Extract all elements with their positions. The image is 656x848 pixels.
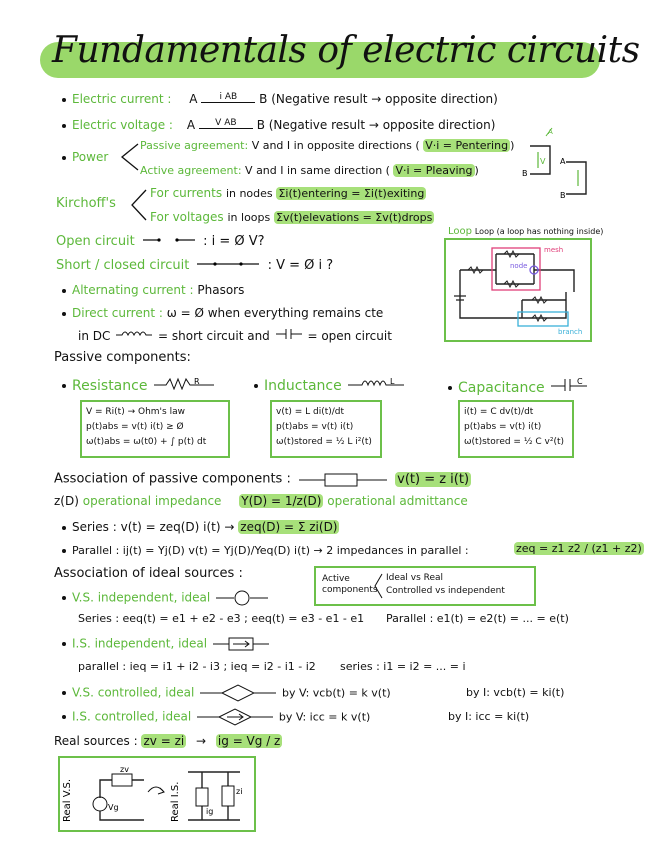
kirchoff-currents-label: For currents (150, 186, 223, 200)
parallel-highlight: zeq = z1 z2 / (z1 + z2) (516, 542, 642, 555)
resistance-box (80, 400, 230, 458)
cap-formula-2: p(t)abs = v(t) i(t) (464, 422, 542, 432)
svg-text:C: C (577, 377, 583, 386)
power-label: Power (72, 150, 109, 164)
assoc-passive-highlight: v(t) = z i(t) (397, 471, 470, 487)
svg-text:L: L (390, 377, 395, 386)
bullet (62, 156, 66, 160)
capacitance-box (458, 400, 574, 458)
current-arrow: i AB (201, 92, 255, 103)
real-sources-diagram (60, 758, 254, 830)
series-eq: v(t) = zeq(D) i(t) → (120, 520, 235, 534)
ind-formula-2: p(t)abs = v(t) i(t) (276, 422, 354, 432)
is-ctrl-by-i: by I: icc = ki(t) (448, 710, 530, 723)
active-brace-icon (372, 572, 384, 600)
current-source-icon (211, 636, 271, 652)
op-impedance-label: operational impedance (82, 494, 222, 508)
cap-formula-3: ω(t)stored = ½ C v²(t) (464, 437, 565, 447)
bullet (62, 642, 66, 646)
series-label: Series : (72, 520, 117, 534)
kirchoff-voltages-text: in loops (227, 211, 271, 224)
cap-formula-1: i(t) = C dv(t)/dt (464, 407, 534, 417)
bullet (62, 312, 66, 316)
res-formula-3: ω(t)abs = ω(t0) + ∫ p(t) dt (86, 437, 207, 447)
capacitor-symbol-icon (549, 376, 589, 392)
current-label: Electric current : (72, 92, 172, 106)
resistance-line (62, 376, 216, 394)
open-circuit-eq: : i = Ø V? (203, 234, 265, 249)
inductance-label: Inductance (264, 378, 342, 394)
bullet (62, 98, 66, 102)
passive-heading: Passive components: (54, 350, 191, 365)
controlled-current-source-icon (195, 708, 275, 726)
inductance-line (254, 376, 406, 394)
inductor-symbol-icon (346, 376, 406, 390)
power-passive-label: Passive agreement: (140, 139, 249, 152)
capacitance-label: Capacitance (458, 380, 545, 396)
short-circuit-symbol (193, 258, 263, 273)
current-line: Electric current : A i AB B (Negative result → opposite direction) (62, 92, 498, 107)
assoc-ideal-heading: Association of ideal sources : (54, 566, 243, 581)
svg-text:B: B (560, 191, 566, 200)
vs-series-eq: Series : eeq(t) = e1 + e2 - e3 ; eeq(t) = e3 - e1 - e1 (78, 612, 365, 625)
real-vs-label: Real V.S. (62, 779, 73, 822)
kirchoff-voltages-label: For voltages (150, 210, 224, 224)
open-circuit-line (56, 234, 265, 249)
ac-label: Alternating current : (72, 283, 194, 297)
impedance-block-icon (295, 470, 391, 488)
current-note: B (Negative result → opposite direction) (259, 92, 498, 106)
controlled-voltage-source-icon (198, 684, 278, 702)
dc-text: ω = Ø when everything remains cte (166, 306, 384, 320)
page-title: Fundamentals of electric circuits (52, 30, 640, 71)
real-sources-highlight-2: ig = Vg / z (217, 734, 281, 748)
svg-text:A: A (548, 128, 553, 136)
series-line (62, 520, 339, 534)
components-label: components (322, 585, 378, 595)
voltage-source-icon (214, 590, 270, 606)
vs-indep-label: V.S. independent, ideal (72, 590, 211, 605)
vg-label: Vg (108, 803, 119, 812)
bullet (62, 549, 66, 553)
power-line (62, 150, 108, 164)
kirchoff-voltages-line (150, 210, 434, 224)
is-indep-line (62, 636, 271, 652)
bullet (62, 715, 66, 719)
loop-diagram-box (444, 238, 592, 342)
impedance-line (54, 494, 468, 508)
bullet (254, 384, 258, 388)
ac-value: Phasors (197, 283, 245, 297)
bullet (62, 596, 66, 600)
voltage-arrow: V AB (199, 118, 253, 129)
svg-text:R: R (193, 377, 200, 386)
voltage-note: B (Negative result → opposite direction) (256, 118, 496, 132)
is-ctrl-line (62, 708, 370, 726)
vs-ctrl-line (62, 684, 391, 702)
power-active-text: V and I in same direction ( (245, 164, 390, 177)
dc-text-4: = open circuit (307, 329, 392, 343)
loop-circuit-diagram (446, 240, 590, 340)
zv-label: zv (120, 765, 129, 774)
dc-line-2 (78, 328, 392, 343)
voltage-line: Electric voltage : A V AB B (Negative result → opposite direction) (62, 118, 495, 133)
admittance-highlight: Y(D) = 1/z(D) (241, 494, 322, 508)
short-circuit-eq: : V = Ø i ? (267, 258, 334, 273)
bullet (62, 691, 66, 695)
power-passive-highlight: V·i = Pentering (425, 139, 509, 152)
z-label: z(D) (54, 494, 79, 508)
ig-label: ig (206, 807, 214, 816)
voltage-label: Electric voltage : (72, 118, 173, 132)
ind-formula-1: v(t) = L di(t)/dt (276, 407, 345, 417)
vs-ctrl-label: V.S. controlled, ideal (72, 685, 195, 700)
assoc-passive-line (54, 470, 471, 488)
is-indep-label: I.S. independent, ideal (72, 636, 208, 651)
real-sources-line: Real sources : zv = zi → ig = Vg / z (54, 734, 281, 748)
open-circuit-symbol (139, 234, 199, 249)
parallel-label: Parallel : (72, 544, 120, 557)
short-circuit-label: Short / closed circuit (56, 258, 190, 273)
bullet (62, 384, 66, 388)
loop-caption: Loop Loop (a loop has nothing inside) (448, 226, 604, 237)
inductor-icon (114, 330, 154, 340)
vs-parallel-eq: Parallel : e1(t) = e2(t) = ... = e(t) (386, 612, 569, 625)
vs-indep-line (62, 590, 270, 606)
dc-label: Direct current : (72, 306, 163, 320)
dc-text-3: = short circuit and (158, 329, 270, 343)
bullet (448, 386, 452, 390)
parallel-eq: ij(t) = Yj(D) v(t) = Yj(D)/Yeq(D) i(t) → 2 impedances in parallel : (122, 544, 469, 557)
capacitance-line (448, 376, 589, 396)
controlled-vs-independent: Controlled vs independent (386, 586, 505, 596)
power-agreement-diagram (522, 124, 590, 202)
power-passive-line: Passive agreement: V and I in opposite directions ( V·i = Pentering ) (140, 139, 515, 152)
svg-text:V: V (540, 157, 546, 166)
res-formula-1: V = Ri(t) → Ohm's law (86, 407, 185, 417)
node-label: node (510, 262, 528, 270)
kirchoff-currents-line (150, 186, 426, 200)
power-brace-icon (118, 140, 140, 174)
kirchoff-brace-icon (128, 186, 148, 224)
active-label: Active (322, 574, 350, 584)
vs-ctrl-by-v: by V: vcb(t) = k v(t) (281, 686, 391, 700)
mesh-label: mesh (544, 246, 564, 254)
active-components-box (314, 566, 536, 606)
kirchoff-currents-text: in nodes (225, 187, 273, 200)
svg-text:B: B (522, 169, 528, 178)
bullet (62, 289, 66, 293)
is-ctrl-by-v: by V: icc = k v(t) (278, 710, 371, 724)
is-series-eq: series : i1 = i2 = ... = i (340, 660, 466, 673)
bullet (62, 124, 66, 128)
kirchoff-label: Kirchoff's (56, 196, 116, 211)
real-sources-highlight-1: zv = zi (143, 734, 185, 748)
dc-text-2: in DC (78, 329, 111, 343)
kirchoff-voltages-highlight: Σv(t)elevations = Σv(t)drops (276, 211, 433, 224)
capacitor-icon (274, 328, 304, 340)
ind-formula-3: ω(t)stored = ½ L i²(t) (276, 437, 372, 447)
real-sources-label: Real sources : (54, 734, 138, 748)
assoc-passive-heading: Association of passive components : (54, 471, 291, 487)
res-formula-2: p(t)abs = v(t) i(t) ≥ Ø (86, 422, 184, 432)
inductance-box (270, 400, 382, 458)
ideal-vs-real: Ideal vs Real (386, 573, 444, 583)
real-is-label: Real I.S. (170, 781, 181, 822)
short-circuit-line (56, 258, 333, 273)
power-active-label: Active agreement: (140, 164, 242, 177)
open-circuit-label: Open circuit (56, 234, 135, 249)
power-active-highlight: V·i = Pleaving (395, 164, 473, 177)
dc-line (62, 306, 383, 320)
power-passive-text: V and I in opposite directions ( (251, 139, 420, 152)
vs-ctrl-by-i: by I: vcb(t) = ki(t) (466, 686, 565, 699)
bullet (62, 526, 66, 530)
svg-text:A: A (560, 157, 566, 166)
real-sources-box (58, 756, 256, 832)
resistance-label: Resistance (72, 378, 148, 394)
resistor-icon (152, 376, 216, 390)
is-parallel-eq: parallel : ieq = i1 + i2 - i3 ; ieq = i2 - i1 - i2 (78, 660, 316, 673)
op-admittance-label: operational admittance (327, 494, 468, 508)
ac-line (62, 283, 244, 297)
is-ctrl-label: I.S. controlled, ideal (72, 709, 192, 724)
power-active-line: Active agreement: V and I in same direction ( V·i = Pleaving ) (140, 164, 479, 177)
series-highlight: zeq(D) = Σ zi(D) (240, 520, 338, 534)
kirchoff-currents-highlight: Σi(t)entering = Σi(t)exiting (278, 187, 425, 200)
zi-label: zi (236, 787, 243, 796)
branch-label: branch (558, 328, 583, 336)
parallel-line (62, 544, 469, 557)
